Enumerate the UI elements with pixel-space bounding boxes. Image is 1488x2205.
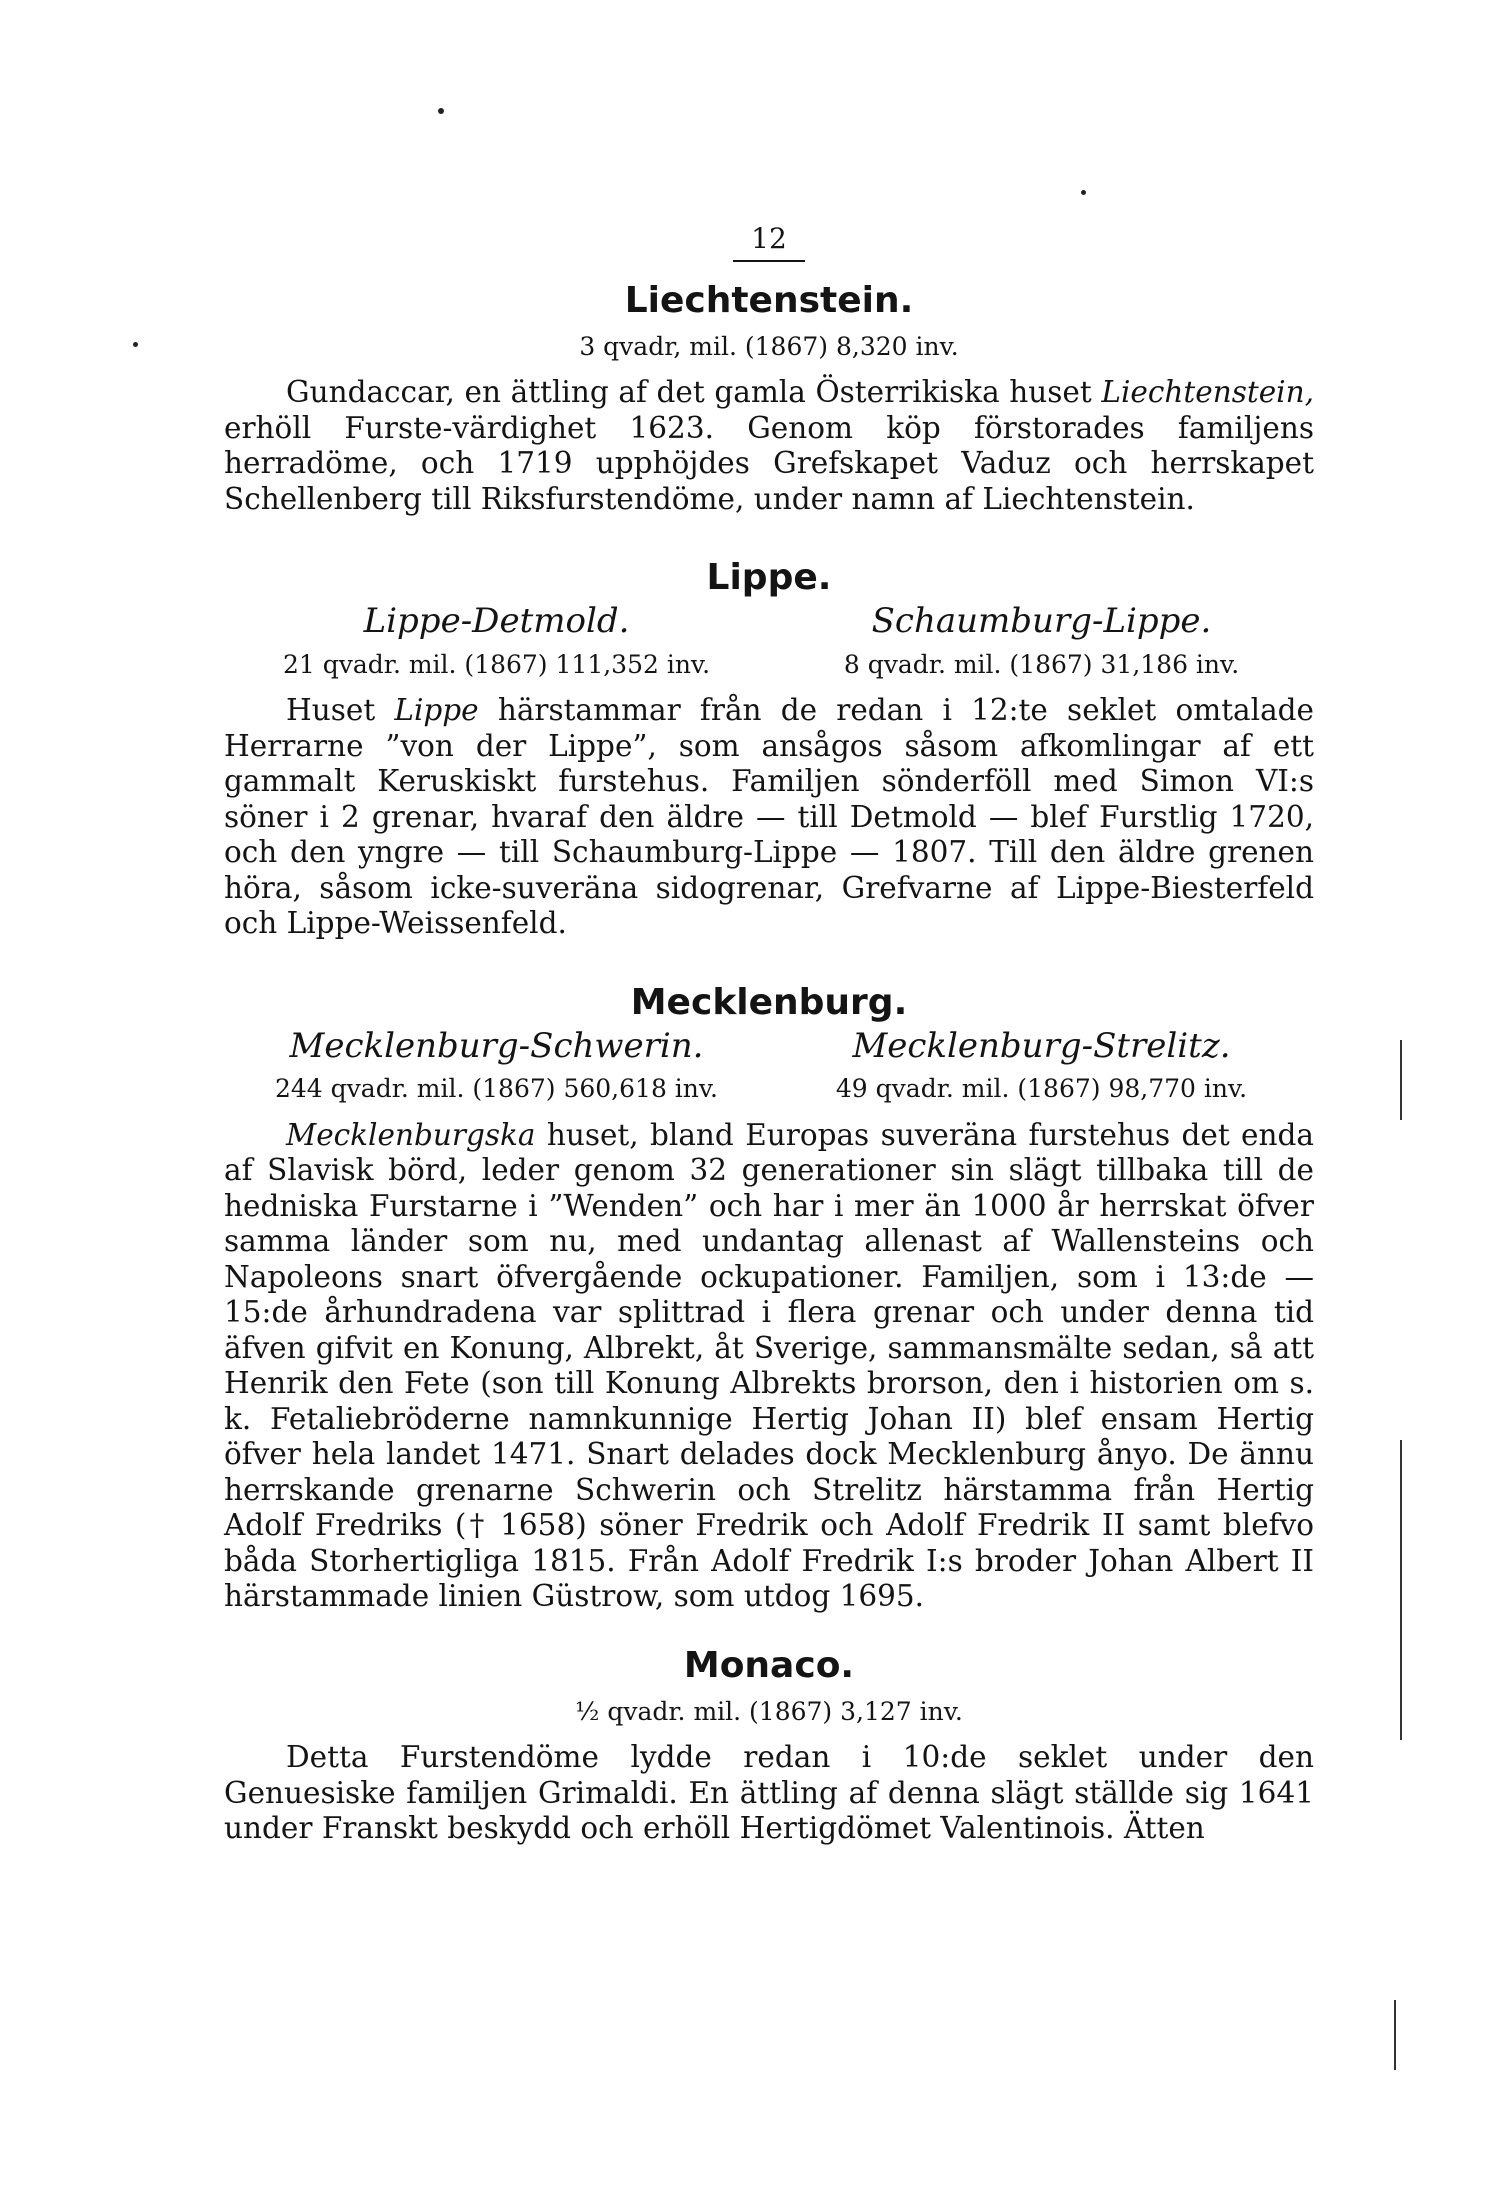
spacer	[224, 1615, 1314, 1643]
subdivision-columns	[224, 600, 1314, 693]
section-monaco	[224, 1643, 1314, 1847]
scan-speck	[1081, 190, 1086, 195]
scan-edge-mark	[1394, 2000, 1396, 2070]
paragraph-emphasis: Liechtenstein,	[1101, 375, 1314, 410]
paragraph-text: erhöll Furste-värdighet 1623. Genom köp förstorades familjens herradöme, och 1719 upphöjdes Grefskapet Vaduz och herrskapet Schellenberg till Riksfurstendöme, under namn af Liechtenstein.	[224, 410, 1314, 516]
scan-speck	[438, 108, 444, 114]
page-number: 12	[751, 222, 787, 255]
spacer	[224, 942, 1314, 980]
section-paragraph	[224, 693, 1314, 942]
section-title: Lippe.	[706, 557, 832, 599]
subdivision-title: Lippe-Detmold.	[363, 601, 630, 642]
paragraph-text: härstammar från de redan i 12:te seklet omtalade Herrarne ”von der Lippe”, som ansågos såsom afkomlingar af ett gammalt Keruskiskt furstehus. Familjen sönderföll med Simon VI:s söner i 2 grenar, hvaraf den äldre — till Detmold — blef Furstlig 1720, och den yngre — till Schaumburg-Lippe — 1807. Till den äldre grenen höra, såsom icke-suveräna sidogrenar, Grefvarne af Lippe-Biesterfeld och Lippe-Weissenfeld.	[224, 693, 1315, 941]
section-title: Mecklenburg.	[630, 981, 908, 1023]
subdivision-columns	[224, 1025, 1314, 1118]
paragraph-emphasis: Lippe	[394, 693, 479, 728]
subdivision-left	[224, 600, 769, 693]
subdivision-stats: 49 qvadr. mil. (1867) 98,770 inv.	[835, 1074, 1248, 1104]
paragraph-text: Huset	[286, 693, 395, 728]
scan-edge-mark	[1400, 1440, 1402, 1740]
subdivision-title: Mecklenburg-Strelitz.	[852, 1025, 1231, 1066]
subdivision-title: Mecklenburg-Schwerin.	[289, 1025, 704, 1066]
book-page	[224, 222, 1314, 1847]
subdivision-title: Schaumburg-Lippe.	[871, 601, 1212, 642]
paragraph-text: Gundaccar, en ättling af det gamla Österrikiska huset	[286, 375, 1102, 410]
section-stats: 3 qvadr, mil. (1867) 8,320 inv.	[579, 331, 959, 361]
section-mecklenburg	[224, 980, 1314, 1615]
section-title: Monaco.	[683, 1644, 855, 1686]
paragraph-text: Detta Furstendöme lydde redan i 10:de seklet under den Genuesiske familjen Grimaldi. En ättling af denna slägt ställde sig 1641 under Franskt beskydd och erhöll Hertigdömet Valentinois. Ätten	[224, 1740, 1314, 1846]
subdivision-right	[769, 1025, 1314, 1118]
paragraph-text: huset, bland Europas suveräna furstehus det enda af Slavisk börd, leder genom 32 generationer sin slägt tillbaka till de hedniska Furstarne i ”Wenden” och har i mer än 1000 år herrskat öfver samma länder som nu, med undantag allenast af Wallensteins och Napoleons snart öfvergående ockupationer. Familjen, som i 13:de —15:de århundradena var splittrad i flera grenar och under denna tid äfven gifvit en Konung, Albrekt, åt Sverige, sammansmälte sedan, så att Henrik den Fete (son till Konung Albrekts brorson, den i historien om s. k. Fetaliebröderne namnkunnige Hertig Johan II) blef ensam Hertig öfver hela landet 1471. Snart delades dock Mecklenburg ånyo. De ännu herrskande grenarne Schwerin och Strelitz härstamma från Hertig Adolf Fredriks († 1658) söner Fredrik och Adolf Fredrik II samt blefvo båda Storhertigliga 1815. Från Adolf Fredrik I:s broder Johan Albert II härstammade linien Güstrow, som utdog 1695.	[224, 1117, 1314, 1614]
subdivision-right	[769, 600, 1314, 693]
subdivision-stats: 21 qvadr. mil. (1867) 111,352 inv.	[282, 649, 711, 679]
paragraph-emphasis: Mecklenburgska	[286, 1117, 536, 1152]
subdivision-left	[224, 1025, 769, 1118]
spacer	[224, 517, 1314, 555]
section-paragraph	[224, 375, 1314, 517]
section-title: Liechtenstein.	[624, 279, 914, 321]
subdivision-stats: 244 qvadr. mil. (1867) 560,618 inv.	[275, 1074, 718, 1104]
scan-edge-mark	[1400, 1040, 1402, 1120]
section-paragraph	[224, 1118, 1314, 1615]
section-paragraph	[224, 1740, 1314, 1847]
section-liechtenstein	[224, 278, 1314, 518]
subdivision-stats: 8 qvadr. mil. (1867) 31,186 inv.	[843, 649, 1240, 679]
page-number-underline	[733, 260, 805, 262]
section-lippe	[224, 555, 1314, 942]
section-stats: ½ qvadr. mil. (1867) 3,127 inv.	[575, 1696, 963, 1726]
scan-speck	[133, 342, 138, 347]
